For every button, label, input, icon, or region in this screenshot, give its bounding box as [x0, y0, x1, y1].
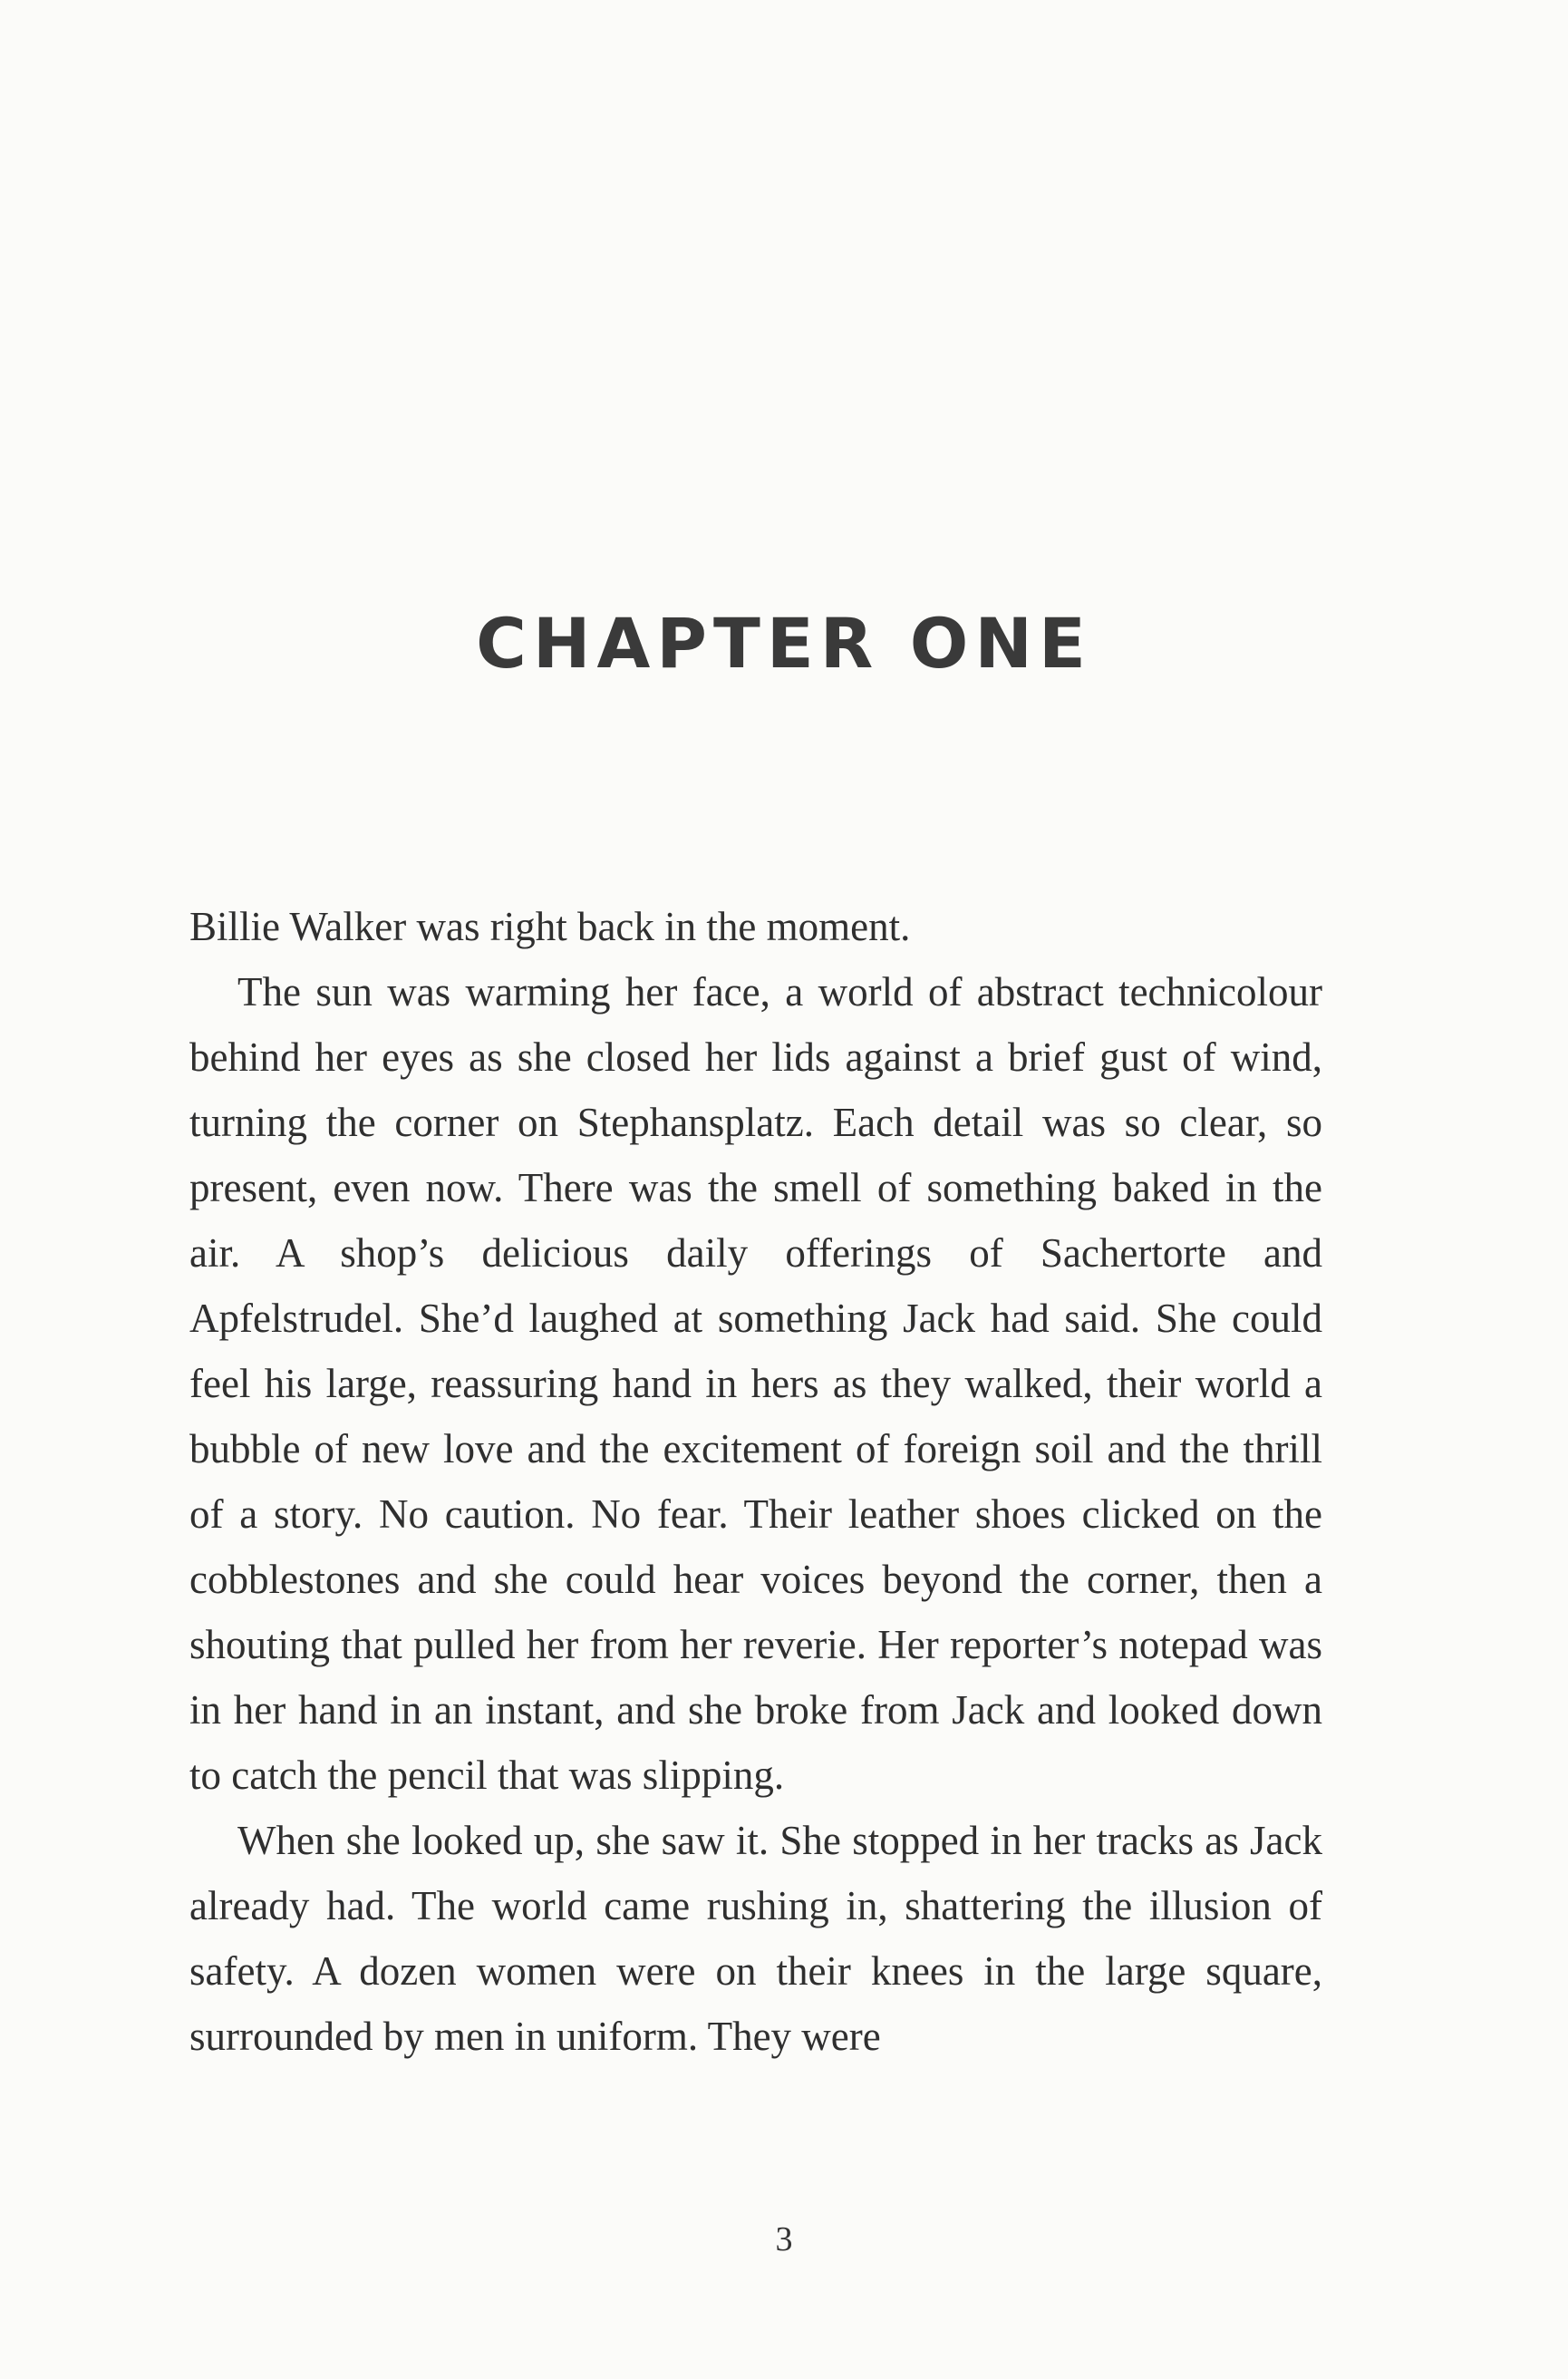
paragraph: Billie Walker was right back in the moment.: [189, 904, 911, 949]
body-text: [189, 894, 1322, 2069]
paragraph: When she looked up, she saw it. She stopped in her tracks as Jack already had. The world came rushing in, shattering the illusion of safety. A dozen women were on their knees in the large square, surrounded by men in uniform. They were: [189, 1818, 1322, 2059]
paragraph: The sun was warming her face, a world of abstract technicolour behind her eyes as she closed her lids against a brief gust of wind, turning the corner on Stephansplatz. Each detail was so clear, so present, even now. There was the smell of something baked in the air. A shop’s delicious daily offerings of Sachertorte and Apfelstrudel. She’d laughed at something Jack had said. She could feel his large, reassuring hand in hers as they walked, their world a bubble of new love and the excitement of foreign soil and the thrill of a story. No caution. No fear. Their leather shoes clicked on the cobblestones and she could hear voices beyond the corner, then a shouting that pulled her from her reverie. Her reporter’s notepad was in her hand in an instant, and she broke from Jack and looked down to catch the pencil that was slipping.: [189, 969, 1322, 1798]
chapter-title: CHAPTER ONE: [476, 603, 1092, 684]
page-number: 3: [775, 2220, 793, 2258]
